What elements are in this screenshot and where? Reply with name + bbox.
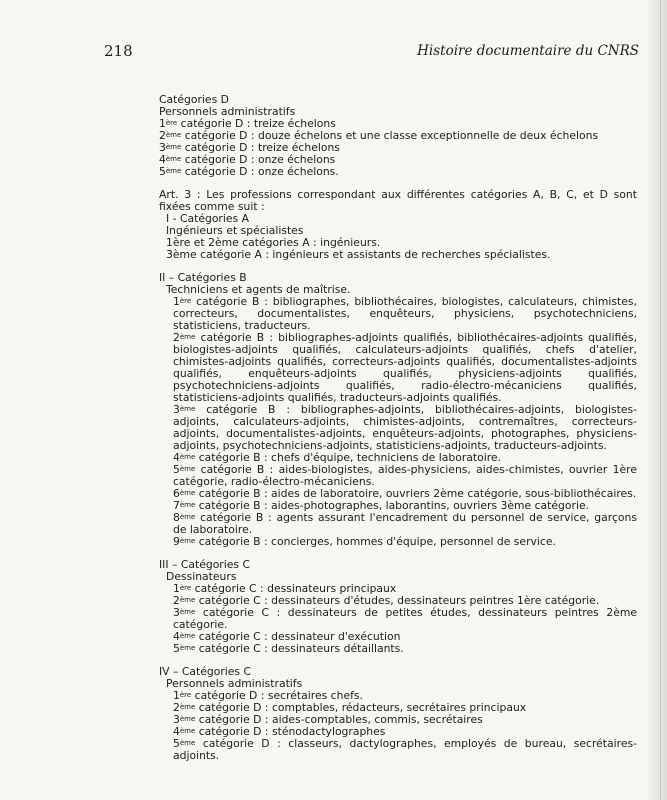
ordinal-suffix: ème xyxy=(165,142,182,151)
category-number: 5 xyxy=(173,737,180,750)
category-item xyxy=(159,464,637,488)
ordinal-suffix: ème xyxy=(179,631,196,640)
ordinal-suffix: ème xyxy=(179,726,196,735)
category-text: catégorie D : onze échelons. xyxy=(181,165,339,178)
ordinal-suffix: ème xyxy=(165,166,182,175)
section-subtitle: Ingénieurs et spécialistes xyxy=(166,224,304,237)
ordinal-suffix: ère xyxy=(179,583,192,592)
category-item xyxy=(159,332,637,404)
ordinal-suffix: ème xyxy=(179,738,196,747)
category-number: 1 xyxy=(173,582,180,595)
section-subtitle: Dessinateurs xyxy=(166,570,237,583)
ordinal-suffix: ème xyxy=(179,607,196,616)
category-number: 1 xyxy=(159,117,166,130)
category-number: 4 xyxy=(159,153,166,166)
ordinal-suffix: ème xyxy=(179,643,196,652)
ordinal-suffix: ème xyxy=(179,702,196,711)
ordinal-suffix: ère xyxy=(165,118,178,127)
category-text: catégorie D : treize échelons xyxy=(181,141,340,154)
category-list xyxy=(159,583,637,655)
page-edge-shadow xyxy=(649,0,667,800)
category-text: catégorie B : aides-biologistes, aides-physiciens, aides-chimistes, ouvrier 1ère catégorie, radio-électro-mécaniciens. xyxy=(173,463,637,488)
ordinal-suffix: ème xyxy=(179,464,196,473)
category-line: 1ère et 2ème catégories A : ingénieurs. xyxy=(166,236,381,249)
section-title: I - Catégories A xyxy=(166,212,249,225)
category-text: catégorie B : aides de laboratoire, ouvriers 2ème catégorie, sous-bibliothécaires. xyxy=(195,487,637,500)
ordinal-suffix: ème xyxy=(179,500,196,509)
ordinal-suffix: ème xyxy=(179,332,196,341)
category-number: 9 xyxy=(173,535,180,548)
ordinal-suffix: ème xyxy=(179,595,196,604)
document-body xyxy=(159,94,637,773)
ordinal-suffix: ème xyxy=(179,404,196,413)
category-item xyxy=(159,643,637,655)
category-text: catégorie B : concierges, hommes d'équipe, personnel de service. xyxy=(195,535,556,548)
category-number: 5 xyxy=(173,642,180,655)
category-text: catégorie B : chefs d'équipe, techniciens de laboratoire. xyxy=(195,451,502,464)
article-3-intro: Art. 3 : Les professions correspondant aux différentes catégories A, B, C, et D sont fixées comme suit : xyxy=(159,188,637,213)
category-number: 4 xyxy=(173,451,180,464)
section-title: IV – Catégories C xyxy=(159,665,252,678)
category-number: 5 xyxy=(159,165,166,178)
category-number: 1 xyxy=(173,689,180,702)
section-title: Catégories D xyxy=(159,93,229,106)
category-text: catégorie B : bibliographes, bibliothécaires, biologistes, calculateurs, chimistes, correcteurs, documentalistes, enquêteurs, physiciens, psychotechniciens, statisticiens, traducteurs. xyxy=(173,295,637,332)
category-item xyxy=(159,512,637,536)
category-text: catégorie D : douze échelons et une classe exceptionnelle de deux échelons xyxy=(181,129,599,142)
category-text: catégorie D : onze échelons xyxy=(181,153,336,166)
category-text: catégorie D : treize échelons xyxy=(177,117,336,130)
category-text: catégorie D : sténodactylographes xyxy=(195,725,386,738)
category-number: 3 xyxy=(173,606,180,619)
category-number: 3 xyxy=(159,141,166,154)
section-title: II – Catégories B xyxy=(159,271,247,284)
section-title: III – Catégories C xyxy=(159,558,250,571)
category-number: 4 xyxy=(173,725,180,738)
ordinal-suffix: ère xyxy=(179,296,192,305)
section-subtitle: Personnels administratifs xyxy=(159,105,296,118)
page-number: 218 xyxy=(104,42,133,60)
category-line: 3ème catégorie A : ingénieurs et assistants de recherches spécialistes. xyxy=(166,248,551,261)
category-number: 2 xyxy=(173,594,180,607)
category-number: 3 xyxy=(173,403,180,416)
category-text: catégorie C : dessinateurs de petites études, dessinateurs peintres 2ème catégorie. xyxy=(173,606,637,631)
category-text: catégorie C : dessinateurs d'études, dessinateurs peintres 1ère catégorie. xyxy=(195,594,600,607)
section-categories-iv xyxy=(159,666,637,762)
section-article-3 xyxy=(159,189,637,261)
category-number: 1 xyxy=(173,295,180,308)
category-list xyxy=(159,296,637,548)
category-number: 6 xyxy=(173,487,180,500)
ordinal-suffix: ème xyxy=(179,536,196,545)
category-item xyxy=(159,296,637,332)
category-text: catégorie D : aides-comptables, commis, secrétaires xyxy=(195,713,483,726)
category-number: 2 xyxy=(159,129,166,142)
category-number: 2 xyxy=(173,701,180,714)
ordinal-suffix: ème xyxy=(179,488,196,497)
category-item xyxy=(159,536,637,548)
ordinal-suffix: ère xyxy=(179,690,192,699)
category-item xyxy=(159,607,637,631)
category-item xyxy=(159,166,637,178)
category-text: catégorie C : dessinateur d'exécution xyxy=(195,630,401,643)
category-number: 7 xyxy=(173,499,180,512)
category-text: catégorie D : comptables, rédacteurs, secrétaires principaux xyxy=(195,701,527,714)
category-item xyxy=(159,738,637,762)
section-categories-b xyxy=(159,272,637,548)
category-list xyxy=(159,690,637,762)
category-item xyxy=(159,404,637,452)
category-number: 5 xyxy=(173,463,180,476)
category-number: 4 xyxy=(173,630,180,643)
ordinal-suffix: ème xyxy=(165,130,182,139)
category-text: catégorie D : classeurs, dactylographes, employés de bureau, secrétaires-adjoints. xyxy=(173,737,637,762)
category-text: catégorie C : dessinateurs principaux xyxy=(191,582,397,595)
page-header xyxy=(104,42,639,62)
category-text: catégorie B : agents assurant l'encadrement du personnel de service, garçons de laboratoire. xyxy=(173,511,637,536)
category-text: catégorie B : bibliographes-adjoints qualifiés, bibliothécaires-adjoints qualifiés, biologistes-adjoints qualifiés, calculateurs-adjoints qualifiés, chefs d'atelier, chimistes-adjoints qualifiés, correcteurs-adjoints qualifiés, documentalistes-adjoints qualifiés, enquêteurs-adjoints qualifiés, physiciens-adjoints qualifiés, psychotechniciens-adjoints qualifiés, radio-électro-mécaniciens qualifiés, statisticiens-adjoints qualifiés, traducteurs-adjoints qualifiés. xyxy=(173,331,637,404)
section-subtitle: Techniciens et agents de maîtrise. xyxy=(166,283,351,296)
category-text: catégorie B : aides-photographes, laborantins, ouvriers 3ème catégorie. xyxy=(195,499,590,512)
category-list xyxy=(159,118,637,178)
ordinal-suffix: ème xyxy=(179,512,196,521)
section-categories-d xyxy=(159,94,637,178)
section-categories-c xyxy=(159,559,637,655)
category-number: 3 xyxy=(173,713,180,726)
ordinal-suffix: ème xyxy=(179,452,196,461)
category-number: 2 xyxy=(173,331,180,344)
category-text: catégorie D : secrétaires chefs. xyxy=(191,689,363,702)
category-number: 8 xyxy=(173,511,180,524)
ordinal-suffix: ème xyxy=(179,714,196,723)
category-text: catégorie B : bibliographes-adjoints, bibliothécaires-adjoints, biologistes-adjoints, calculateurs-adjoints, chimistes-adjoints, contremaîtres, correcteurs-adjoints, documentalistes-adjoints, enquêteurs-adjoints, photographes, physiciens-adjoints, psychotechniciens-adjoints, statisticiens-adjoints, traducteurs-adjoints. xyxy=(173,403,637,452)
running-title: Histoire documentaire du CNRS xyxy=(417,43,639,59)
ordinal-suffix: ème xyxy=(165,154,182,163)
section-subtitle: Personnels administratifs xyxy=(166,677,303,690)
category-text: catégorie C : dessinateurs détaillants. xyxy=(195,642,404,655)
